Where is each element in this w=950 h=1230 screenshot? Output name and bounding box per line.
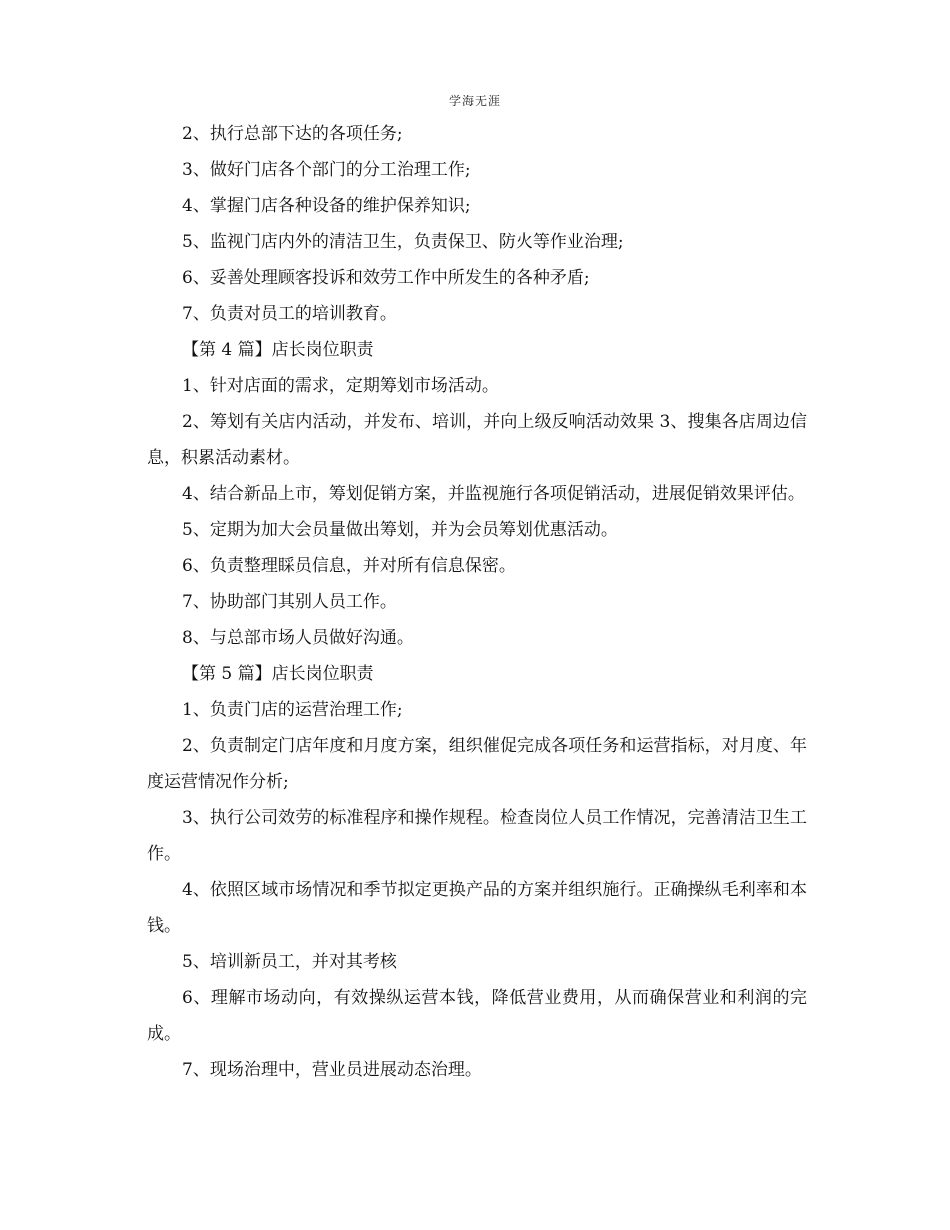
list-item: 1、针对店面的需求，定期筹划市场活动。 [182,376,499,396]
list-item: 4、依照区域市场情况和季节拟定更换产品的方案并组织施行。正确操纵毛利率和本钱。 [147,880,807,936]
list-item: 7、现场治理中，营业员进展动态治理。 [182,1060,482,1080]
list-item: 6、妥善处理顾客投诉和效劳工作中所发生的各种矛盾; [182,268,590,288]
list-item: 3、做好门店各个部门的分工治理工作; [182,160,471,180]
list-item: 6、理解市场动向，有效操纵运营本钱，降低营业费用，从而确保营业和利润的完成。 [147,988,807,1044]
list-item: 1、负责门店的运营治理工作; [182,700,403,720]
list-item: 4、结合新品上市，筹划促销方案，并监视施行各项促销活动，进展促销效果评估。 [182,484,805,504]
list-item: 4、掌握门店各种设备的维护保养知识; [182,196,471,216]
list-item: 2、执行总部下达的各项任务; [182,124,403,144]
list-item: 5、培训新员工，并对其考核 [182,952,397,972]
list-item: 5、监视门店内外的清洁卫生，负责保卫、防火等作业治理; [182,232,624,252]
list-item: 3、执行公司效劳的标准程序和操作规程。检查岗位人员工作情况，完善清洁卫生工作。 [147,808,807,864]
list-item: 7、协助部门其别人员工作。 [182,592,397,612]
list-item: 2、筹划有关店内活动，并发布、培训，并向上级反响活动效果 3、搜集各店周边信息，积累活动素材。 [147,412,807,468]
list-item: 6、负责整理睬员信息，并对所有信息保密。 [182,556,516,576]
list-item: 5、定期为加大会员量做出筹划，并为会员筹划优惠活动。 [182,520,618,540]
list-item: 7、负责对员工的培训教育。 [182,304,397,324]
section-heading: 【第 5 篇】店长岗位职责 [182,664,374,684]
document-body [147,116,807,1088]
page-header: 学海无涯 [448,94,501,108]
list-item: 8、与总部市场人员做好沟通。 [182,628,414,648]
list-item: 2、负责制定门店年度和月度方案，组织催促完成各项任务和运营指标，对月度、年度运营情况作分析; [147,736,807,792]
section-heading: 【第 4 篇】店长岗位职责 [182,340,374,360]
